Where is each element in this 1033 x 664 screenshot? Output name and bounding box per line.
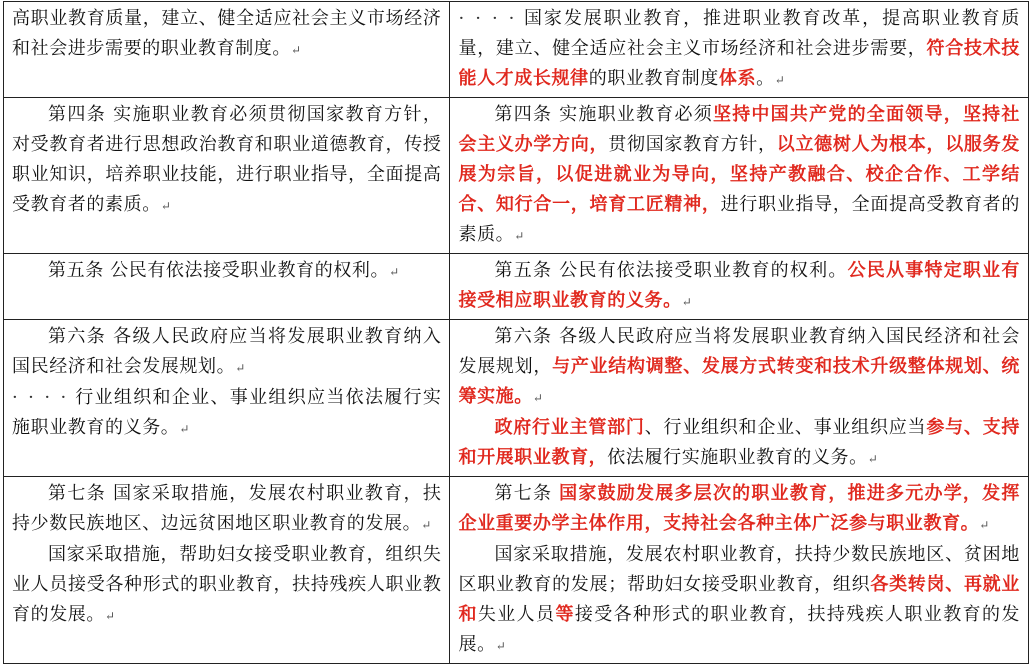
paragraph-mark: ↵	[514, 229, 525, 243]
paragraph-mark: ↵	[495, 639, 506, 653]
table-row	[4, 254, 1029, 320]
amended-text: 与产业结构调整、发展方式转变和技术升级整体规划、统筹实施。	[458, 356, 1021, 407]
new-text-paragraph: 第四条 实施职业教育必须坚持中国共产党的全面领导，坚持社会主义办学方向，贯彻国家教育方针，以立德树人为根本，以服务发展为宗旨，以促进就业为导向，坚持产教融合、校企合作、工学结合、知行合一，培育工匠精神，进行职业指导，全面提高受教育者的素质。↵	[458, 104, 1021, 245]
old-text-cell	[4, 2, 450, 98]
paragraph-mark: ↵	[105, 609, 116, 623]
paragraph-mark: ↵	[979, 518, 990, 532]
amended-text: 体系	[718, 68, 757, 89]
old-text-cell	[4, 98, 450, 254]
paragraph-mark: ↵	[389, 265, 400, 279]
comparison-document	[3, 1, 1029, 664]
old-text-paragraph: 国家采取措施，帮助妇女接受职业教育，组织失业人员接受各种形式的职业教育，扶持残疾人职业教育的发展。↵	[12, 544, 442, 625]
leading-dots: · · · ·	[12, 387, 69, 408]
law-comparison-table	[3, 1, 1029, 664]
old-text-paragraph: 高职业教育质量，建立、健全适应社会主义市场经济和社会进步需要的职业教育制度。↵	[12, 8, 442, 59]
old-text-cell	[4, 254, 450, 320]
new-text-paragraph: 第五条 公民有依法接受职业教育的权利。公民从事特定职业有接受相应职业教育的义务。↵	[458, 260, 1020, 311]
leading-dots: · · · ·	[458, 8, 517, 29]
new-text-paragraph: 第七条 国家鼓励发展多层次的职业教育，推进多元办学，发挥企业重要办学主体作用，支持社会各种主体广泛参与职业教育。↵	[458, 483, 1020, 534]
new-text-paragraph: 政府行业主管部门、行业组织和企业、事业组织应当参与、支持和开展职业教育，依法履行实施职业教育的义务。↵	[458, 417, 1021, 468]
new-text-cell	[450, 2, 1029, 98]
old-text-paragraph: · · · · 行业组织和企业、事业组织应当依法履行实施职业教育的义务。↵	[12, 387, 442, 438]
paragraph-mark: ↵	[160, 199, 171, 213]
paragraph-mark: ↵	[421, 518, 432, 532]
old-text-paragraph: 第六条 各级人民政府应当将发展职业教育纳入国民经济和社会发展规划。↵	[12, 326, 442, 377]
old-text-cell	[4, 477, 450, 664]
new-text-paragraph: 第六条 各级人民政府应当将发展职业教育纳入国民经济和社会发展规划，与产业结构调整、发展方式转变和技术升级整体规划、统筹实施。↵	[458, 326, 1021, 407]
old-text-paragraph: 第五条 公民有依法接受职业教育的权利。↵	[48, 260, 400, 281]
old-text-cell	[4, 320, 450, 477]
amended-text: 符合技术技能人才成长规律	[458, 38, 1021, 89]
new-text-paragraph: 国家采取措施，发展农村职业教育，扶持少数民族地区、贫困地区职业教育的发展；帮助妇女接受职业教育，组织各类转岗、再就业和失业人员等接受各种形式的职业教育，扶持残疾人职业教育的发展。↵	[458, 544, 1020, 655]
new-text-cell	[450, 477, 1029, 664]
amended-text: 公民从事特定职业有接受相应职业教育的义务。	[458, 260, 1020, 311]
amended-text: 政府行业主管部门	[494, 417, 645, 438]
amended-text: 等	[555, 604, 575, 625]
paragraph-mark: ↵	[774, 73, 785, 87]
amended-text: 各类转岗、再就业和	[458, 574, 1020, 625]
new-text-cell	[450, 320, 1029, 477]
paragraph-mark: ↵	[235, 361, 246, 375]
amended-text: 以立德树人为根本，以服务发展为宗旨，以促进就业为导向，坚持产教融合、校企合作、工学结合、知行合一，培育工匠精神，	[458, 134, 1020, 215]
amended-text: 参与、支持和开展职业教育，	[458, 417, 1021, 468]
old-text-paragraph: 第七条 国家采取措施，发展农村职业教育，扶持少数民族地区、边远贫困地区职业教育的发展。↵	[12, 483, 442, 534]
new-text-cell	[450, 254, 1029, 320]
paragraph-mark: ↵	[681, 295, 692, 309]
paragraph-mark: ↵	[867, 452, 878, 466]
paragraph-mark: ↵	[532, 391, 543, 405]
table-row	[4, 2, 1029, 98]
table-row	[4, 477, 1029, 664]
paragraph-mark: ↵	[179, 422, 190, 436]
amended-text: 国家鼓励发展多层次的职业教育，推进多元办学，发挥企业重要办学主体作用，支持社会各种主体广泛参与职业教育。	[458, 483, 1020, 534]
new-text-cell	[450, 98, 1029, 254]
amended-text: 坚持中国共产党的全面领导，坚持社会主义办学方向，	[458, 104, 1021, 155]
table-row	[4, 320, 1029, 477]
table-row	[4, 98, 1029, 254]
new-text-paragraph: · · · · 国家发展职业教育，推进职业教育改革，提高职业教育质量，建立、健全适应社会主义市场经济和社会进步需要，符合技术技能人才成长规律的职业教育制度体系。↵	[458, 8, 1021, 89]
old-text-paragraph: 第四条 实施职业教育必须贯彻国家教育方针，对受教育者进行思想政治教育和职业道德教育，传授职业知识，培养职业技能，进行职业指导，全面提高受教育者的素质。↵	[12, 104, 442, 215]
paragraph-mark: ↵	[291, 43, 302, 57]
